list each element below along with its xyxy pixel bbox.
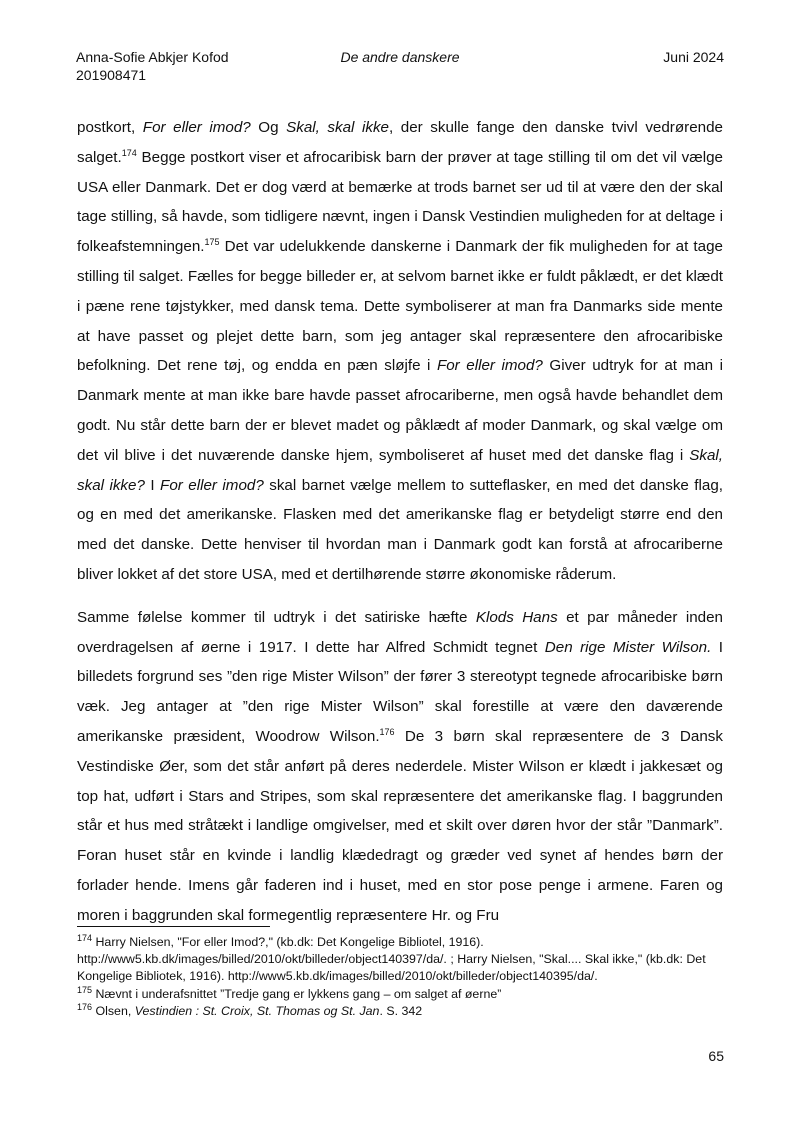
footnote-ref: 175 [204, 237, 220, 248]
italic-title: Klods Hans [475, 608, 558, 626]
paragraph [77, 113, 723, 590]
text-run: Samme følelse kommer til udtryk i det satiriske hæfte [77, 608, 476, 626]
footnote [77, 934, 725, 986]
italic-title: For eller imod? [160, 476, 264, 494]
body-text [77, 113, 723, 931]
footnote-ref: 176 [379, 726, 395, 737]
text-run: , der skulle fange den danske tvivl vedrørende salget. [77, 119, 723, 166]
text-run: I [144, 476, 161, 494]
text-run: Harry Nielsen, "For eller Imod?," (kb.dk: Det Kongelige Bibliotel, 1916). http://www5.kb.dk/images/billed/2010/okt/billeder/object140397/da/. ; Harry Nielsen, "Skal.... Skal ikke," (kb.dk: Det Kongelige Bibliotek, 1916). http://www5.kb.dk/images/billed/2010/okt/billeder/object140395/da/. [77, 935, 706, 984]
text-run: postkort, [77, 119, 143, 136]
text-run: Og [250, 119, 287, 136]
header-date: Juni 2024 [663, 49, 724, 65]
italic-title: Skal, skal ikke? [77, 446, 723, 494]
page-number: 65 [708, 1048, 724, 1064]
text-run: Giver udtryk for at man i Danmark mente at man ikke bare havde passet afrocariberne, men også havde behandlet dem godt. Nu står dette barn der er blevet madet og påklædt af moder Danmark, og skal vælge om det vil blive i det nuværende danske hjem, symboliseret af huset med det danske flag i [77, 357, 723, 464]
text-run: I billedets forgrund ses ”den rige Mister Wilson” der fører 3 stereotypt tegnede afrocaribiske børn væk. Jeg antager at ”den rige Mister Wilson” skal forestille at være den daværende amerikanske præsident, Woodrow Wilson. [77, 638, 723, 745]
footnote [77, 986, 725, 1003]
paragraph [77, 603, 723, 931]
footnote-ref: 174 [121, 147, 137, 158]
italic-title: Den rige Mister Wilson. [544, 638, 712, 656]
footnote-divider [77, 926, 270, 927]
text-run: Det var udelukkende danskerne i Danmark der fik muligheden for at tage stilling til salget. Fælles for begge billeder er, at selvom barnet ikke er fuldt påklædt, er det klædt i pæne rene tøjstykker, med dansk tema. Dette symboliserer at man fra Danmarks side mente at have passet og plejet dette barn, som jeg antager skal repræsentere den afrocaribiske befolkning. Det rene tøj, og endda en pæn sløjfe i [77, 238, 723, 375]
header-author: Anna-Sofie Abkjer Kofod [76, 49, 229, 65]
footnote-ref: 175 [77, 984, 93, 995]
footnote-ref: 176 [77, 1001, 93, 1012]
text-run: . S. 342 [379, 1003, 423, 1018]
footnote-ref: 174 [77, 932, 93, 943]
footnotes [77, 934, 725, 1020]
italic-title: Vestindien : St. Croix, St. Thomas og St. Jan [134, 1003, 380, 1018]
header-student-id: 201908471 [76, 67, 147, 83]
text-run: skal barnet vælge mellem to sutteflasker, en med det danske flag, og en med det amerikanske. Flasken med det amerikanske flag er betydeligt større end den med det danske. Dette henviser til hvordan man i Danmark godt kan forstå at afrocariberne bliver lokket af det store USA, med et dertilhørende større økonomiske råderum. [77, 476, 724, 583]
text-run: De 3 børn skal repræsentere de 3 Dansk Vestindiske Øer, som det står anført på deres nederdele. Mister Wilson er klædt i jakkesæt og top hat, udført i Stars and Stripes, som skal repræsentere det amerikanske flag. I baggrunden står et hus med stråtækt i landlige omgivelser, med et skilt over døren hvor der står ”Danmark”. Foran huset står en kvinde i landlig klædedragt og græder ved synet af hendes børn der forlader hende. Imens går faderen ind i huset, med en stor pose penge i armene. Faren og moren i baggrunden skal formegentlig repræsentere Hr. og Fru [77, 727, 723, 924]
header-document-title: De andre danskere [340, 49, 460, 65]
footnote [77, 1003, 725, 1020]
italic-title: Skal, skal ikke [286, 119, 389, 136]
italic-title: For eller imod? [142, 119, 251, 136]
text-run: Begge postkort viser et afrocaribisk barn der prøver at tage stilling til om det vil vælge USA eller Danmark. Det er dog værd at bemærke at trods barnet ser ud til at være den der skal tage stilling, så havde, som tidligere nævnt, ingen i Dansk Vestindien muligheden for at deltage i folkeafstemningen. [77, 148, 723, 256]
text-run: Olsen, [92, 1003, 135, 1018]
italic-title: For eller imod? [436, 357, 543, 375]
text-run: Nævnt i underafsnittet ”Tredje gang er lykkens gang – om salget af øerne” [92, 986, 502, 1001]
text-run: et par måneder inden overdragelsen af øerne i 1917. I dette har Alfred Schmidt tegnet [77, 608, 723, 656]
